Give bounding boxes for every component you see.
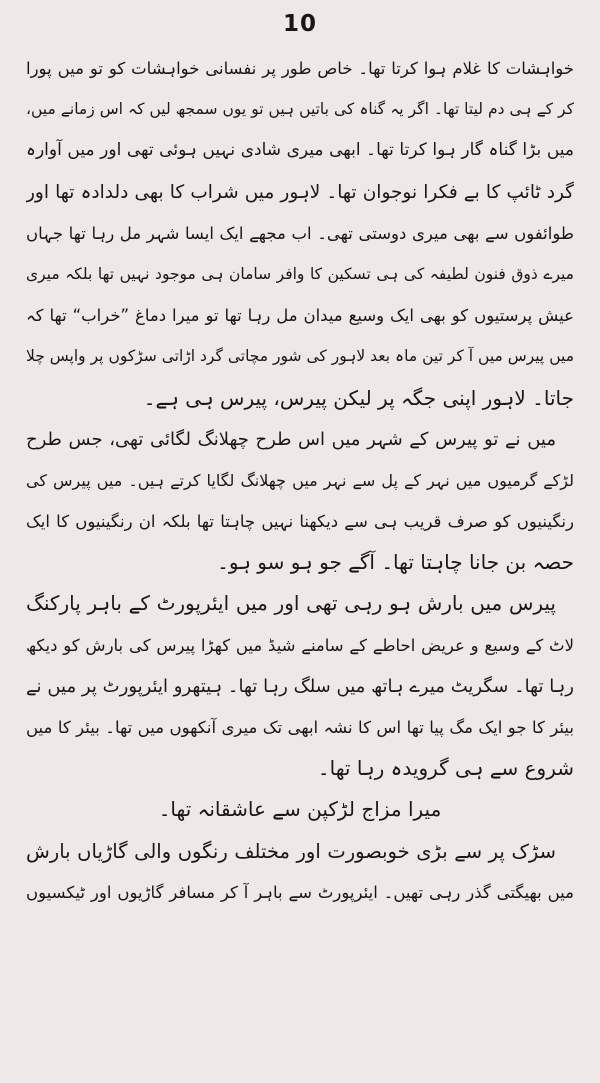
text-line: رہا تھا۔ سگریٹ میرے ہاتھ میں سلگ رہا تھا۔ ہیتھرو ایئرپورٹ پر میں نے (26, 675, 574, 697)
text-line: گرد ٹائپ کا بے فکرا نوجوان تھا۔ لاہور میں شراب کا بھی دلدادہ تھا اور (26, 181, 574, 203)
text-line: میرا مزاج لڑکپن سے عاشقانہ تھا۔ (158, 797, 442, 822)
text-line: جاتا۔ لاہور اپنی جگہ پر لیکن پیرس، پیرس ہی ہے۔ (143, 385, 574, 410)
text-line: بیئر کا جو ایک مگ پیا تھا اس کا نشہ ابھی تک میری آنکھوں میں تھا۔ بیئر کا میں (26, 718, 574, 737)
text-line: خواہشات کا غلام ہوا کرتا تھا۔ خاص طور پر نفسانی خواہشات کو تو میں پورا (26, 59, 574, 78)
text-line: لاٹ کے وسیع و عریض احاطے کے سامنے شیڈ میں کھڑا پیرس کی بارش کو دیکھ (26, 635, 574, 655)
text-line: کر کے ہی دم لیتا تھا۔ اگر یہ گناہ کی باتیں ہیں تو یوں سمجھ لیں کہ اس زمانے میں، (26, 100, 574, 119)
text-line: عیش پرستیوں کو بھی ایک وسیع میدان مل رہا تھا تو میرا دماغ ”خراب“ تھا کہ (26, 306, 574, 326)
text-line: میں نے تو پیرس کے شہر میں اس طرح چھلانگ لگائی تھی، جس طرح (26, 428, 556, 450)
text-line: حصہ بن جانا چاہتا تھا۔ آگے جو ہو سو ہو۔ (217, 550, 574, 575)
text-body (26, 48, 574, 913)
text-line: میرے ذوق فنون لطیفہ کی ہی تسکین کا وافر سامان ہی موجود نہیں تھا بلکہ میری (26, 264, 574, 283)
text-line: لڑکے گرمیوں میں نہر کے پل سے نہر میں چھلانگ لگایا کرتے ہیں۔ میں پیرس کی (26, 470, 574, 490)
text-line: طوائفوں سے بھی میری دوستی تھی۔ اب مجھے ایک ایسا شہر مل رہا تھا جہاں (26, 223, 574, 243)
text-line: رنگینیوں کو صرف قریب ہی سے دیکھنا نہیں چاہتا تھا بلکہ ان رنگینیوں کا ایک (26, 512, 574, 532)
text-line: میں بھیگتی گذر رہی تھیں۔ ایئرپورٹ سے باہر آ کر مسافر گاڑیوں اور ٹیکسیوں (26, 882, 574, 902)
text-line: میں بڑا گناہ گار ہوا کرتا تھا۔ ابھی میری شادی نہیں ہوئی تھی اور میں آوارہ (26, 140, 574, 161)
text-line: شروع سے ہی گرویدہ رہا تھا۔ (317, 756, 574, 781)
text-line: سڑک پر سے بڑی خوبصورت اور مختلف رنگوں والی گاڑیاں بارش (26, 839, 556, 863)
page-number: 10 (282, 11, 317, 37)
text-line: میں پیرس میں آ کر تین ماہ بعد لاہور کی شور مچاتی گرد اڑاتی سڑکوں پر واپس چلا (26, 347, 574, 366)
text-line: پیرس میں بارش ہو رہی تھی اور میں ایئرپورٹ کے باہر پارکنگ (26, 591, 556, 616)
